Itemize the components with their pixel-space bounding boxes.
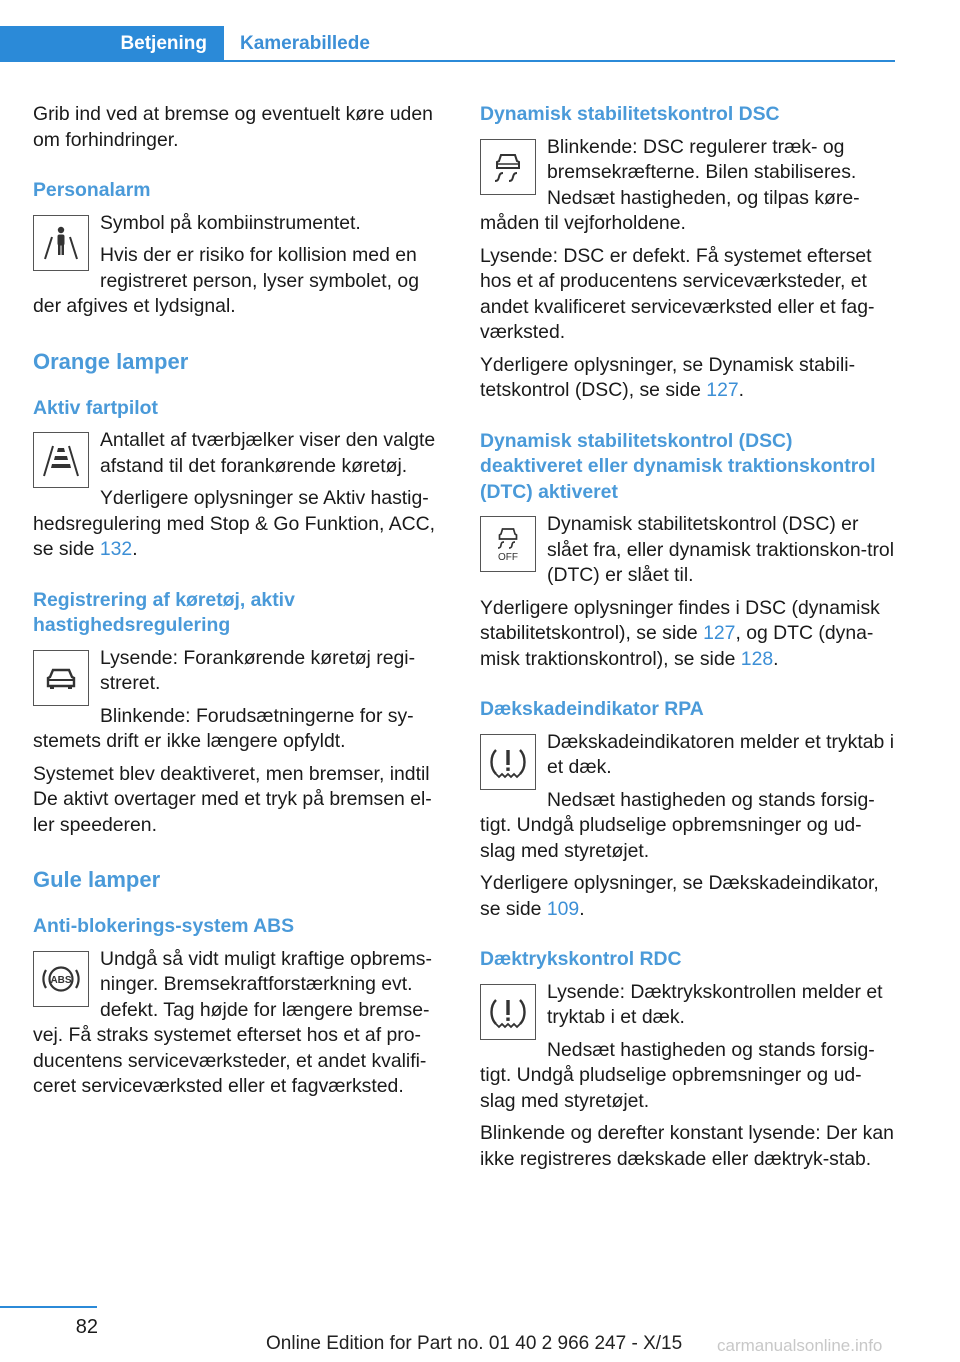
personalarm-text-1: Symbol på kombiinstrumentet. <box>100 211 361 234</box>
section-title-dsc-off: Dynamisk stabilitetskontrol (DSC) deaktiveret eller dynamisk traktionskontrol (DTC) aktiveret <box>480 429 876 503</box>
registrering-text-2: Blinkende: Forudsætningerne for sy‐stemets drift er ikke længere opfyldt. <box>33 704 414 752</box>
dsc-off-text-2a: Yderligere oplysninger findes i DSC (dynamisk stabilitetskontrol), se side <box>480 596 880 644</box>
rpa-text-3b: . <box>579 897 585 920</box>
footer-divider <box>0 1306 97 1308</box>
right-column <box>480 102 896 1179</box>
distance-bars-icon <box>33 432 89 488</box>
aktiv-text-1: Antallet af tværbjælker viser den valgte afstand til det forankørende køretøj. <box>100 429 436 477</box>
rdc-text-1: Lysende: Dæktrykskontrollen melder et tryktab i et dæk. <box>547 980 883 1028</box>
dsc-text-3a: Yderligere oplysninger, se Dynamisk stabili‐tetskontrol (DSC), se side <box>480 353 856 401</box>
section-title-rdc: Dæktrykskontrol RDC <box>480 948 682 970</box>
aktiv-text-2 <box>33 486 449 563</box>
section-title-aktiv-fartpilot: Aktiv fartpilot <box>33 396 158 419</box>
section-title-personalarm: Personalarm <box>33 179 151 201</box>
dsc-off-text-2 <box>480 596 896 673</box>
aktiv-text-2b: . <box>132 538 138 560</box>
heading-orange-lamper: Orange lamper <box>33 348 189 374</box>
page-link-132[interactable]: 132 <box>99 538 133 560</box>
registrering-text-3: Systemet blev deaktiveret, men bremser, indtil De aktivt overtager med et tryk på bremsen el‐ler speederen. <box>33 762 432 836</box>
page-link-109[interactable]: 109 <box>546 897 580 920</box>
edition-text: Online Edition for Part no. 01 40 2 966 247 - X/15 <box>266 1333 683 1354</box>
page-link-128[interactable]: 128 <box>740 647 774 670</box>
dsc-off-icon <box>480 516 536 572</box>
rpa-text-3a: Yderligere oplysninger, se Dækskadeindikator, se side <box>480 872 879 920</box>
person-warning-icon <box>33 215 89 271</box>
section-title-dsc: Dynamisk stabilitetskontrol DSC <box>480 103 780 125</box>
tab-betjening[interactable]: Betjening <box>0 26 224 62</box>
section-title-rpa: Dækskadeindikator RPA <box>480 698 704 720</box>
rpa-text-3 <box>480 871 896 922</box>
header <box>0 0 895 62</box>
registrering-text-1: Lysende: Forankørende køretøj regi‐streret. <box>100 646 416 694</box>
personalarm-text-2: Hvis der er risiko for kollision med en registreret person, lyser symbolet, og der afgives et lydsignal. <box>33 244 419 317</box>
watermark: carmanualsonline.info <box>717 1336 883 1355</box>
tire-warning-icon <box>480 734 536 790</box>
rpa-text-2: Nedsæt hastigheden og stands forsig‐tigt. Undgå pludselige opbremsninger og ud‐slag med styretøjet. <box>480 788 875 862</box>
tab-kamerabillede[interactable]: Kamerabillede <box>240 33 370 54</box>
svg-text:OFF: OFF <box>498 552 518 563</box>
page-link-127[interactable]: 127 <box>706 379 739 401</box>
section-title-registrering: Registrering af køretøj, aktiv hastighedsregulering <box>33 588 295 636</box>
intro-text: Grib ind ved at bremse og eventuelt køre uden om forhindringer. <box>33 103 433 151</box>
dsc-off-text-2c: . <box>773 647 779 670</box>
rpa-text-1: Dækskadeindikatoren melder et tryktab i et dæk. <box>547 730 895 778</box>
tire-pressure-icon <box>480 984 536 1040</box>
abs-text: Undgå så vidt muligt kraftige opbrems‐ninger. Bremsekraftforstærkning evt. defekt. Tag højde for længere bremse‐vej. Få straks systemet efterset hos et af pro‐ducentens serviceværksteder, et andet kvalifi‐ceret serviceværksted eller et fagværksted. <box>33 947 432 1097</box>
svg-text:ABS: ABS <box>50 974 72 986</box>
page-link-127b[interactable]: 127 <box>703 622 736 644</box>
dsc-off-text-2b: , og DTC (dyna‐misk traktionskontrol), se side <box>480 622 874 670</box>
aktiv-text-2a: Yderligere oplysninger se Aktiv hastig‐hedsregulering med Stop & Go Funktion, ACC, se side <box>33 487 436 560</box>
abs-icon <box>33 951 89 1007</box>
dsc-off-text-1: Dynamisk stabilitetskontrol (DSC) er slået fra, eller dynamisk traktionskon‐trol (DTC) er slået til. <box>547 513 895 586</box>
section-title-abs: Anti-blokerings-system ABS <box>33 915 295 937</box>
dsc-skid-icon <box>480 139 536 195</box>
dsc-text-1: Blinkende: DSC regulerer træk- og bremsekræfterne. Bilen stabiliseres. Nedsæt hastigheden, og tilpas køre‐måden til vejforholdene. <box>480 135 860 234</box>
car-ahead-icon <box>33 650 89 706</box>
heading-gule-lamper: Gule lamper <box>33 867 161 892</box>
dsc-text-3b: . <box>738 379 745 401</box>
dsc-text-2: Lysende: DSC er defekt. Få systemet efterset hos et af producentens serviceværksteder, et andet kvalificeret serviceværksted eller et fag‐værksted. <box>480 244 875 343</box>
left-column <box>33 102 449 1107</box>
header-divider <box>224 60 895 62</box>
rdc-text-3: Blinkende og derefter konstant lysende: Der kan ikke registreres dækskade eller dæktryk‐stab. <box>480 1122 894 1170</box>
dsc-text-3 <box>480 353 896 404</box>
rdc-text-2: Nedsæt hastigheden og stands forsig‐tigt. Undgå pludselige opbremsninger og ud‐slag med styretøjet. <box>480 1038 875 1112</box>
page-number: 82 <box>75 1316 98 1338</box>
